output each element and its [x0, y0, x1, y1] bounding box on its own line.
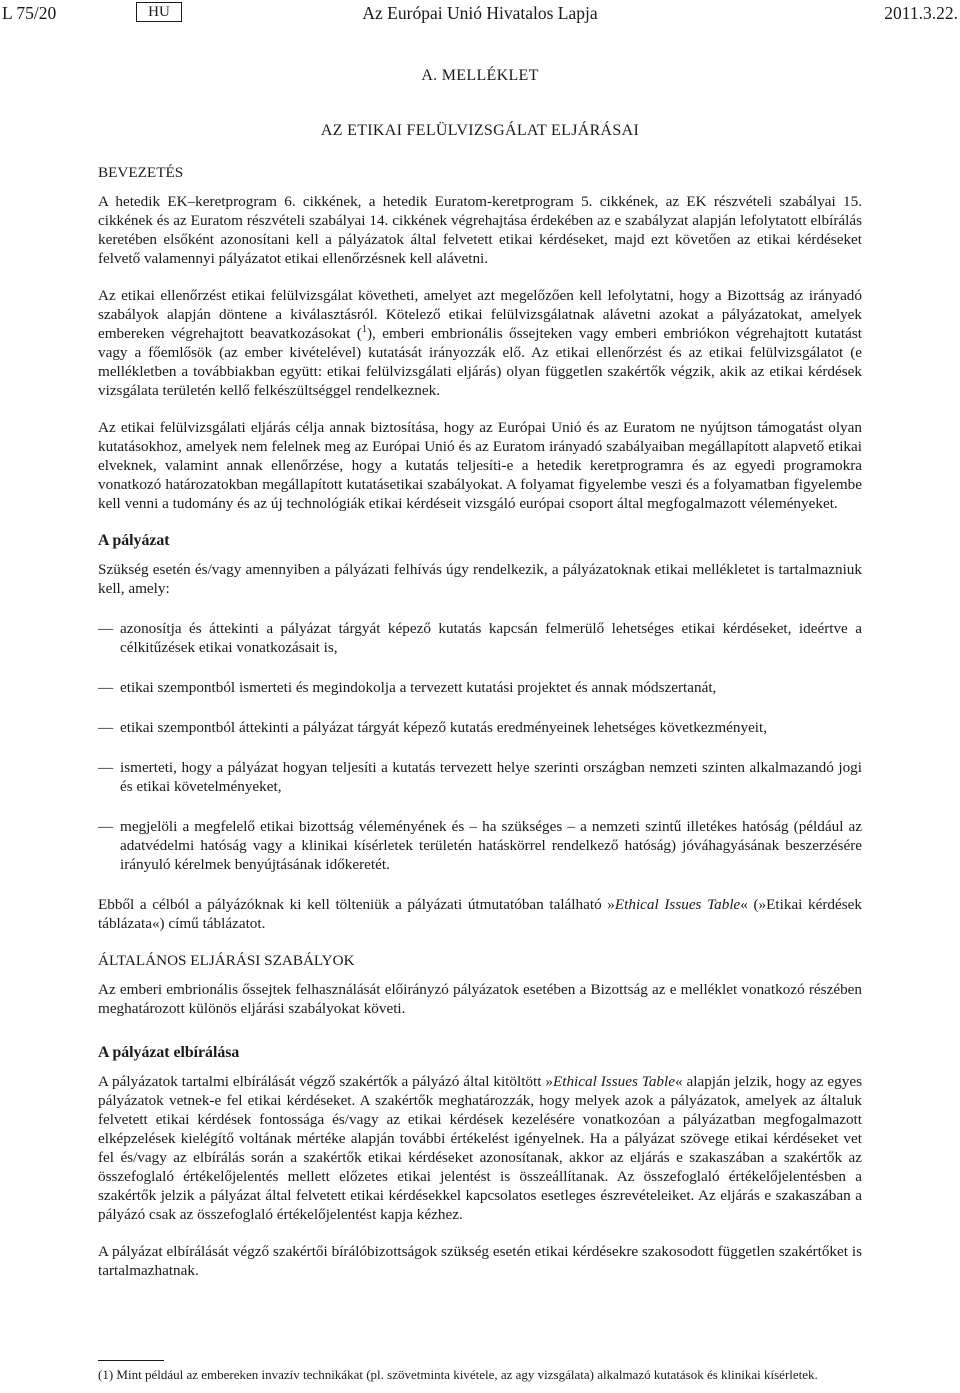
list-item [98, 678, 862, 697]
publication-date: 2011.3.22. [884, 3, 958, 23]
application-closing [98, 895, 862, 933]
intro-paragraph-2-end: ), emberi embrionális őssejteken vagy emberi embriókon végrehajtott kutatást vagy a főemlősök (az ember kivételével) kutatását irányozzák elő. Az etikai ellenőrzést és az etikai felülvizsgálatot (e mellékletben a továbbiakban együtt: etikai felülvizsgálati eljárás) olyan független szakértők végzik, akik az etikai kérdések vizsgálata területén kellő felkészültséggel rendelkeznek. [98, 325, 862, 399]
section-heading-evaluation: A pályázat elbírálása [98, 1044, 240, 1061]
intro-paragraph-1: A hetedik EK–keretprogram 6. cikkének, a hetedik Euratom-keretprogram 5. cikkének, az EK részvételi szabályai 15. cikkének és az Euratom részvételi szabályai 14. cikkének végrehajtása érdekében az e szabályzat alapján lefolytatott elbírálás keretében elsőként azonosítani kell a pályázatok által felvetett etikai kérdéseket, majd ezt követően az etikai kérdéseket felvető valamennyi pályázatot etikai ellenőrzésnek kell alávetni. [98, 193, 862, 267]
footnote-reference: 1 [361, 323, 367, 335]
application-lead: Szükség esetén és/vagy amennyiben a pályázati felhívás úgy rendelkezik, a pályázatoknak etikai mellékletet is tartalmazniuk kell, amely: [98, 561, 862, 597]
list-item [98, 619, 862, 657]
list-item-text: etikai szempontból áttekinti a pályázat tárgyát képező kutatás eredményeinek lehetséges következményeit, [120, 719, 768, 736]
intro-paragraph-2 [98, 286, 862, 400]
page-header [0, 2, 960, 24]
list-dash: — [98, 759, 114, 776]
section-heading-intro: BEVEZETÉS [98, 164, 184, 181]
list-item-text: azonosítja és áttekinti a pályázat tárgyát képező kutatás kapcsán felmerülő lehetséges etikai kérdéseket, ideértve a célkitűzések etikai vonatkozásait is, [120, 620, 862, 656]
intro-paragraph-2-start: Az etikai ellenőrzést etikai felülvizsgálat követheti, amelyet azt megelőzően kell lefolytatni, hogy a Bizottság az irányadó szabályok alapján döntene a kiválasztásról. Kötelező etikai felülvizsgálatnak alávetni azokat a pályázatokat, amelyek embereken végrehajtott beavatkozásokat ( [98, 287, 862, 342]
footnote-marker: (1) [98, 1367, 114, 1382]
footnote-text: Mint például az embereken invazív technikákat (pl. szövetminta kivétele, az agy vizsgálata) alkalmazó kutatások és klinikai kísérletek. [116, 1367, 818, 1382]
document-body [98, 163, 862, 1280]
list-dash: — [98, 679, 114, 696]
list-item-text: etikai szempontból ismerteti és megindokolja a tervezett kutatási projektet és annak módszertanát, [120, 679, 717, 696]
footnote [98, 1366, 862, 1383]
list-dash: — [98, 818, 114, 835]
list-dash: — [98, 620, 114, 637]
requirements-list [98, 619, 862, 874]
evaluation-text-start: A pályázatok tartalmi elbírálását végző szakértők a pályázó által kitöltött » [98, 1073, 553, 1090]
list-item-text: megjelöli a megfelelő etikai bizottság véleményének és – ha szükséges – a nemzeti szintű illetékes hatóság (például az adatvédelmi hatóság vagy a klinikai kísérletek területén hatáskörrel rendelkező hatóság) jóváhagyásának beszerzésére irányuló kérelmek benyújtásának időkeretét. [120, 818, 862, 873]
closing-text-start: Ebből a célból a pályázóknak ki kell tölteniük a pályázati útmutatóban található » [98, 896, 615, 913]
general-paragraph: Az emberi embrionális őssejtek felhasználását előirányzó pályázatok esetében a Bizottság az e melléklet vonatkozó részében meghatározott különös eljárási szabályokat követi. [98, 981, 862, 1017]
list-item [98, 817, 862, 874]
closing-text-end: « (»Etikai kérdések táblázata«) című táblázatot. [98, 896, 862, 932]
annex-label: A. MELLÉKLET [421, 67, 539, 84]
list-dash: — [98, 719, 114, 736]
footnote-divider [98, 1360, 164, 1361]
list-item [98, 758, 862, 796]
language-badge: HU [136, 2, 182, 22]
section-heading-application: A pályázat [98, 532, 170, 549]
page-number: L 75/20 [2, 3, 57, 23]
evaluation-paragraph-1 [98, 1072, 862, 1224]
section-heading-general: ÁLTALÁNOS ELJÁRÁSI SZABÁLYOK [98, 952, 355, 969]
evaluation-text-end: « alapján jelzik, hogy az egyes pályázatok vetnek-e fel etikai kérdéseket. A szakértők meghatározzák, hogy melyek azok a pályázatok, amelyek az általuk felvetett etikai kérdések fontossága és/vagy az etikai kérdések kezelésére vonatkozóan a pályázatban megfogalmazott elképzelések kielégítő voltának mértéke alapján további értékelést igényelnek. Ha a pályázat szövege etikai kérdéseket vet fel és/vagy az elbírálás során a szakértők etikai kérdéseket azonosítanak, akkor az eljárás e szakaszában a szakértők az összefoglaló értékelőjelentés mellett előzetes etikai jelentést is összeállítanak. Az összefoglaló értékelőjelentésben a szakértők jelzik a pályázat által felvetett etikai kérdésekkel kapcsolatos esetleges észrevételeiket. Az eljárás e szakaszában a pályázó csak az összefoglaló értékelőjelentést kapja kézhez. [98, 1073, 862, 1223]
list-item-text: ismerteti, hogy a pályázat hogyan teljesíti a kutatás tervezett helye szerinti országban nemzeti szinten alkalmazandó jogi és etikai követelményeket, [120, 759, 862, 795]
list-item [98, 718, 862, 737]
evaluation-paragraph-2: A pályázat elbírálását végző szakértői bírálóbizottságok szükség esetén etikai kérdésekre szakosodott független szakértőket is tartalmazhatnak. [98, 1243, 862, 1279]
intro-paragraph-3: Az etikai felülvizsgálati eljárás célja annak biztosítása, hogy az Európai Unió és az Euratom ne nyújtson támogatást olyan kutatásokhoz, amelyek nem felelnek meg az Európai Unió és az Euratom irányadó szabályaiban megállapított alapvető etikai elveknek, valamint annak ellenőrzése, hogy a kutatás teljesíti-e a hetedik keretprogramra és az egyedi programokra vonatkozó határozatokban megállapított kutatásetikai szabályokat. A folyamat figyelembe veszi és a folyamatban figyelembe kell venni a tudomány és az új technológiák etikai kérdéseit vizsgáló európai csoport által megfogalmazott véleményeket. [98, 419, 862, 512]
ethical-issues-table-term: Ethical Issues Table [614, 896, 741, 913]
journal-title: Az Európai Unió Hivatalos Lapja [362, 3, 598, 23]
page-title: AZ ETIKAI FELÜLVIZSGÁLAT ELJÁRÁSAI [320, 122, 640, 139]
ethical-issues-table-term: Ethical Issues Table [552, 1073, 675, 1090]
